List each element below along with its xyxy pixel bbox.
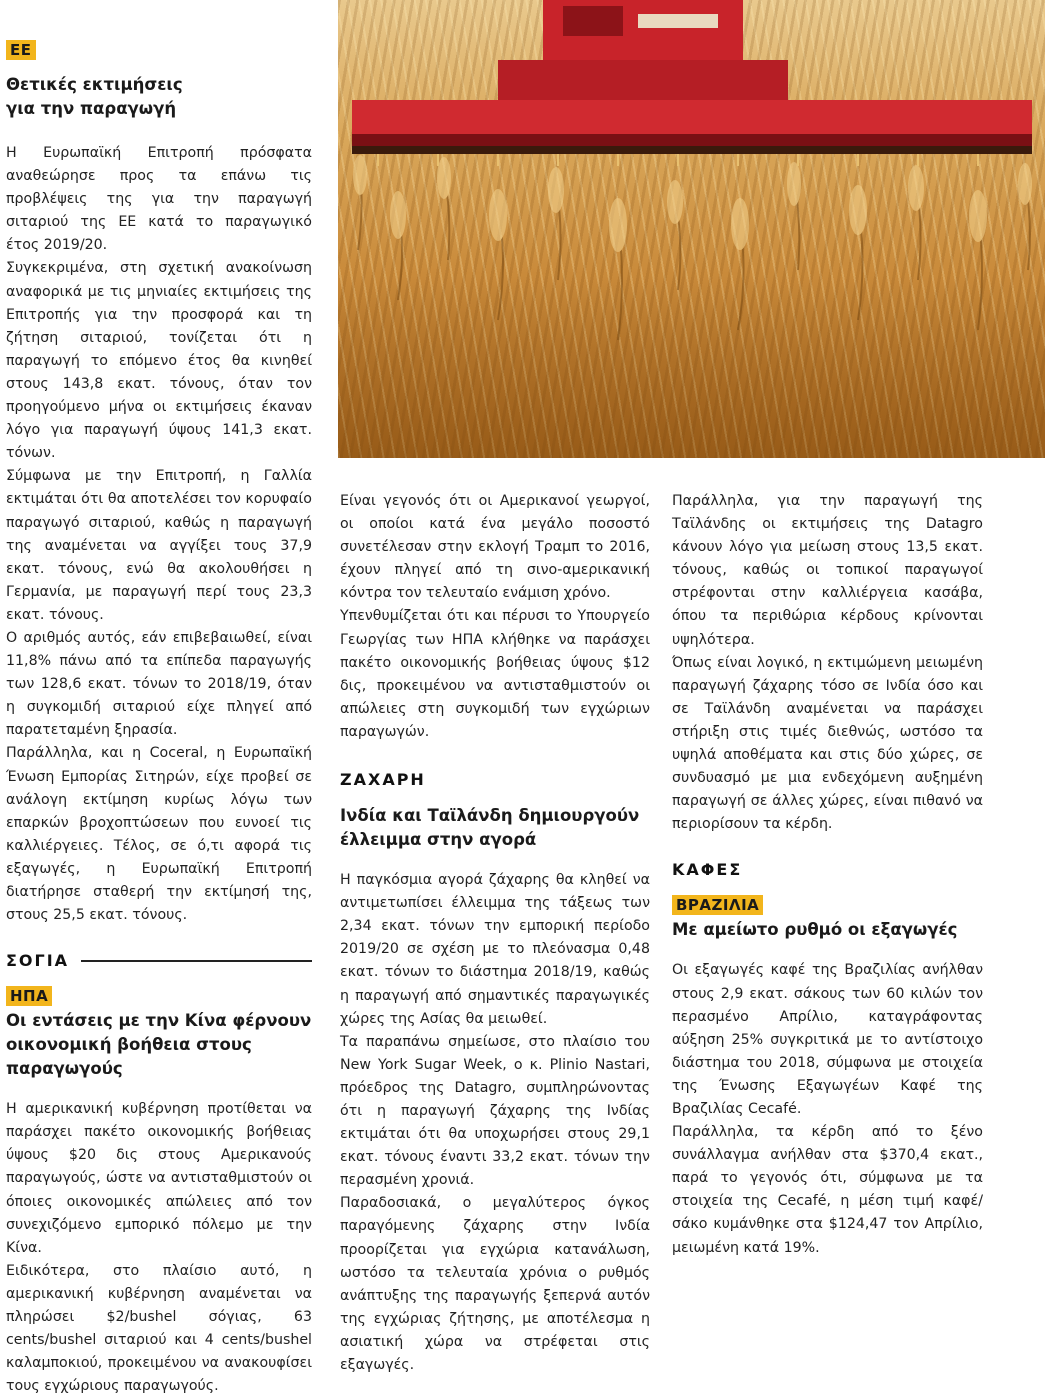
- soy-paragraph: Υπενθυμίζεται ότι και πέρυσι το Υπουργείο Γεωργίας των ΗΠΑ κλήθηκε να παράσχει πακέτο οικονομικής βοήθειας ύψους $12 δις, προκειμένου να αντισταθμιστούν οι απώλειες στη συγκομιδή των εγχώριων παραγωγών.: [340, 608, 650, 740]
- sugar-headline: [340, 805, 650, 851]
- soy-article-body-part1: [6, 1098, 312, 1398]
- soy-paragraph: Η αμερικανική κυβέρνηση προτίθεται να παράσχει πακέτο οικονομικής βοήθειας ύψους $20 δις στους Αμερικανούς παραγωγούς, ώστε να αντισταθμιστούν οι όποιες οικονομικές απώλειες από τον συνεχιζόμενο εμπορικό πόλεμο με την Κίνα.: [6, 1101, 312, 1256]
- soy-article-body-part2: [340, 490, 650, 744]
- coffee-paragraph: Παράλληλα, τα κέρδη από το ξένο συνάλλαγμα ανήλθαν στα $370,4 εκατ., παρά το γεγονός ότι, σύμφωνα με τα στοιχεία της Cecafé, η μέση τιμή καφέ/σάκο κυμάνθηκε στα $124,47 τον Απρίλιο, μειωμένη κατά 19%.: [672, 1124, 983, 1256]
- combine-harvester: [352, 0, 1032, 166]
- coffee-paragraph: Οι εξαγωγές καφέ της Βραζιλίας ανήλθαν στους 2,9 εκατ. σάκους των 60 κιλών τον περασμένο Απρίλιο, καταγράφοντας αύξηση 25% συγκριτικά με το αντίστοιχο διάστημα του 2018, σύμφωνα με στοιχεία της Ένωσης Εξαγωγέων Καφέ της Βραζιλίας Cecafé.: [672, 962, 983, 1117]
- sugar-section-title: ΖΑΧΑΡΗ: [340, 770, 426, 790]
- soy-headline-line2: οικονομική βοήθεια στους: [6, 1035, 252, 1055]
- column-left: [6, 40, 312, 1398]
- eu-headline-line2: για την παραγωγή: [6, 99, 177, 118]
- eu-paragraph: Η Ευρωπαϊκή Επιτροπή πρόσφατα αναθεώρησε προς τα επάνω τις προβλέψεις της για την παραγωγή σιταριού της ΕΕ κατά το παραγωγικό έτος 2019/20.: [6, 145, 312, 254]
- coffee-article-body: [672, 959, 983, 1259]
- coffee-headline: Με αμείωτο ρυθμό οι εξαγωγές: [672, 920, 958, 940]
- wheat-heads: [353, 155, 1032, 340]
- soy-section-header: [6, 951, 312, 970]
- eu-paragraph: Συγκεκριμένα, στη σχετική ανακοίνωση αναφορικά με τις μηνιαίες εκτιμήσεις της Επιτροπής για την προσφορά και τη ζήτηση σιταριού, τονίζεται ότι η παραγωγή το επόμενο έτος θα κινηθεί στους 143,8 εκατ. τόνους, όταν τον προηγούμενο μήνα οι εκτιμήσεις έκαναν λόγο για παραγωγή ύψους 141,3 εκατ. τόνων.: [6, 260, 312, 462]
- sugar-article-body-part2: [672, 490, 983, 836]
- soy-headline-line3: παραγωγούς: [6, 1059, 123, 1079]
- coffee-section-header: [672, 860, 983, 879]
- eu-paragraph: Παράλληλα, και η Coceral, η Ευρωπαϊκή Ένωση Εμπορίας Σιτηρών, είχε προβεί σε ανάλογη εκτίμηση κυρίως λόγω των επαρκών βροχοπτώσεων που ευνοεί τις καλλιέργειες. Τέλος, σε ό,τι αφορά τις εξαγωγές, η Ευρωπαϊκή Επιτροπή διατήρησε σταθερή την εκτίμησή της, στους 25,5 εκατ. τόνους.: [6, 745, 312, 924]
- sugar-headline-line1: Ινδία και Ταϊλάνδη δημιουργούν: [340, 806, 640, 826]
- sugar-section-header: [340, 770, 650, 789]
- eu-headline-line1: Θετικές εκτιμήσεις: [6, 75, 183, 94]
- brazil-tag: ΒΡΑΖΙΛΙΑ: [672, 895, 763, 915]
- sugar-paragraph: Όπως είναι λογικό, η εκτιμώμενη μειωμένη παραγωγή ζάχαρης τόσο σε Ινδία όσο και σε Ταϊλάνδη αναμένεται να παράσχει στήριξη στις τιμές διεθνώς, ωστόσο τα υψηλά αποθέματα και στις δύο χώρες, σε συνδυασμό με μια ενδεχόμενη αυξημένη παραγωγή σε άλλες χώρες, είναι πιθανό να περιορίσουν τα κέρδη.: [672, 654, 983, 833]
- soy-paragraph: Είναι γεγονός ότι οι Αμερικανοί γεωργοί, οι οποίοι κατά ένα μεγάλο ποσοστό συνετέλεσαν στην εκλογή Τραμπ το 2016, έχουν πληγεί από τη σινο-αμερικανική κόντρα τον τελευταίο ενάμιση χρόνο.: [340, 493, 650, 602]
- sugar-paragraph: Παράλληλα, για την παραγωγή της Ταϊλάνδης οι εκτιμήσεις της Datagro κάνουν λόγο για μείωση στους 13,5 εκατ. τόνους, καθώς οι τοπικοί παραγωγοί στρέφονται στην καλλιέργεια κασάβα, όπου τα περιθώρια κέρδους κρίνονται υψηλότερα.: [672, 493, 983, 648]
- soy-headline: [6, 1010, 312, 1080]
- sugar-article-body-part1: [340, 869, 650, 1377]
- sugar-headline-line2: έλλειμμα στην αγορά: [340, 830, 537, 850]
- eu-headline: [6, 74, 312, 120]
- eu-tag: ΕΕ: [6, 40, 36, 60]
- soy-headline-line1: Οι εντάσεις με την Κίνα φέρνουν: [6, 1011, 312, 1031]
- sugar-paragraph: Τα παραπάνω σημείωσε, στο πλαίσιο του New York Sugar Week, ο κ. Plinio Nastari, πρόεδρος της Datagro, συμπληρώνοντας ότι η παραγωγή ζάχαρης της Ινδίας εκτιμάται ότι θα υποχωρήσει στους 29,1 εκατ. τόνους έναντι 33,2 εκατ. τόνων την περασμένη χρονιά.: [340, 1033, 650, 1189]
- eu-article-body: [6, 142, 312, 927]
- wheat-harvest-photo: [338, 0, 1045, 458]
- sugar-paragraph: Η παγκόσμια αγορά ζάχαρης θα κληθεί να αντιμετωπίσει έλλειμμα της τάξεως των 2,34 εκατ. τόνων την εμπορική περίοδο 2019/20 σε σχέση με το πλεόνασμα 0,48 εκατ. τόνων το διάστημα 2018/19, καθώς η παραγωγή από σημαντικές παραγωγικές χώρες της Ασίας θα μειωθεί.: [340, 872, 650, 1027]
- coffee-section-title: ΚΑΦΕΣ: [672, 860, 743, 880]
- usa-tag: ΗΠΑ: [6, 986, 52, 1006]
- column-right: [672, 490, 983, 1260]
- wheat-field-illustration: [338, 0, 1045, 458]
- eu-paragraph: Ο αριθμός αυτός, εάν επιβεβαιωθεί, είναι 11,8% πάνω από τα επίπεδα παραγωγής των 128,6 εκατ. τόνων το 2018/19, όταν η συγκομιδή σιταριού είχε πληγεί από παρατεταμένη ξηρασία.: [6, 629, 312, 739]
- eu-paragraph: Σύμφωνα με την Επιτροπή, η Γαλλία εκτιμάται ότι θα αποτελέσει τον κορυφαίο παραγωγό σιταριού, καθώς η παραγωγή της αναμένεται να αγγίξει τους 37,9 εκατ. τόνους, ενώ θα ακολουθήσει η Γερμανία, με παραγωγή περί τους 23,3 εκατ. τόνους.: [6, 468, 312, 623]
- soy-paragraph: Ειδικότερα, στο πλαίσιο αυτό, η αμερικανική κυβέρνηση αναμένεται να πληρώσει $2/bushel σόγιας, 63 cents/bushel σιταριού και 4 cents/bushel καλαμποκιού, προκειμένου να ανακουφίσει τους εγχώριους παραγωγούς.: [6, 1262, 312, 1395]
- section-divider: [81, 960, 312, 962]
- soy-section-title: ΣΟΓΙΑ: [6, 951, 70, 971]
- sugar-paragraph: Παραδοσιακά, ο μεγαλύτερος όγκος παραγόμενης ζάχαρης στην Ινδία προορίζεται για εγχώρια κατανάλωση, ωστόσο τα τελευταία χρόνια ο ρυθμός ανάπτυξης της παραγωγής ξεπερνά αυτόν της εγχώριας ζήτησης, με αποτέλεσμα η ασιατική χώρα να στρέφεται στις εξαγωγές.: [340, 1195, 650, 1373]
- column-middle: [340, 490, 650, 1377]
